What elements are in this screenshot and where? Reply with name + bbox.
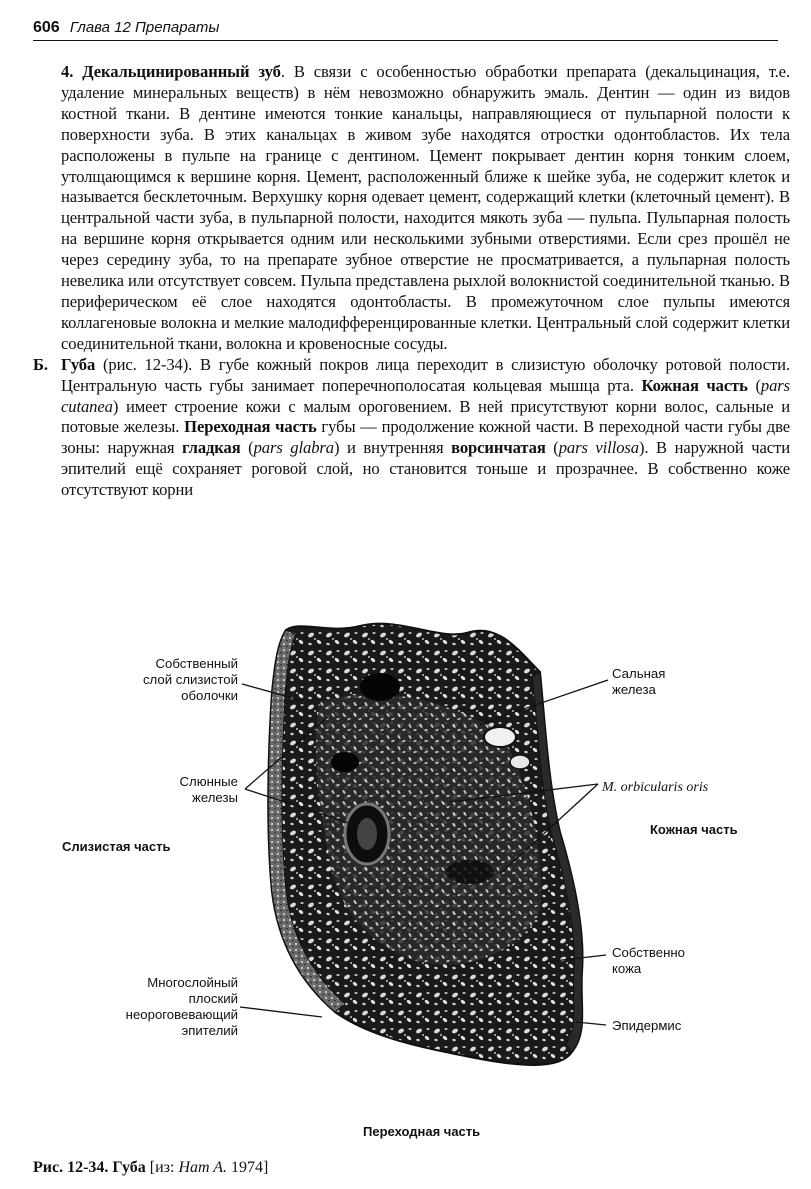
label-line: плоский xyxy=(188,991,238,1006)
caption-source-prefix: [из: xyxy=(145,1159,179,1176)
label-line: эпителий xyxy=(181,1023,238,1038)
chapter-title: Глава 12 Препараты xyxy=(69,19,220,36)
gland-lobule xyxy=(331,752,359,772)
label-dermis xyxy=(612,945,685,977)
label-line: Сальная xyxy=(612,666,666,681)
label-line: Многослойный xyxy=(147,975,238,990)
label-mucosal-part: Слизистая часть xyxy=(62,839,171,854)
label-line: Слюнные xyxy=(179,774,238,789)
caption-source-suffix: 1974] xyxy=(227,1159,269,1176)
label-skin-part: Кожная часть xyxy=(650,822,738,837)
label-line: кожа xyxy=(612,961,642,976)
latin-term: pars cutanea xyxy=(61,375,790,416)
latin-term: pars villosa xyxy=(558,438,639,458)
page-header xyxy=(33,18,778,41)
label-line: железы xyxy=(192,790,238,805)
paragraph-text: ) и внутренняя xyxy=(333,438,452,458)
paragraph-decalcified-tooth xyxy=(33,62,790,355)
term-skin-part: Кожная часть xyxy=(641,375,748,395)
salivary-gland-lumen xyxy=(357,818,377,850)
leader-epithelium xyxy=(240,1007,322,1017)
label-line: Собственно xyxy=(612,945,685,960)
paragraph-text: губы — продолжение кожной части. В переходной части губы две зоны: наружная xyxy=(61,417,790,458)
label-line: Собственный xyxy=(155,656,238,671)
figure-lip-section xyxy=(0,612,811,1152)
paragraph-text: . В связи с особенностью обработки препарата (декальцинация, т.е. удаление минеральных веществ) в нём невозможно обнаружить эмаль. Дентин — один из видов костной ткани. В дентине имеются тонкие канальцы, направляющиеся от пульпарной полости к поверхности зуба. В этих канальцах в живом зубе находятся отростки одонтобластов. Их тела расположены в пульпе на границе с дентином. Цемент покрывает дентин корня тонким слоем, утолщающимся к вершине корня. Цемент, расположенный ближе к шейке зуба, не содержит клеток и называется бесклеточным. Верхушку корня одевает цемент, содержащий клетки (клеточный цемент). В центральной части зуба, в пульпарной полости, находится мякоть зуба — пульпа. Пульпарная полость на вершине корня открывается одним или несколькими зубными отверстиями. Если срез прошёл не через середину зуба, то на препарате зубное отверстие не просматривается, а пульпарная полость невелика или отсутствует совсем. Пульпа представлена рыхлой волокнистой соединительной тканью. В периферическом её слое находятся одонтобласты. В промежуточном слое пульпы имеются коллагеновые волокна и мелкие малодифференцированные клетки. Центральный слой содержит клетки соединительной ткани, волокна и кровеносные сосуды. xyxy=(61,62,790,353)
caption-author: Ham A. xyxy=(178,1159,228,1176)
label-lamina-propria xyxy=(110,656,238,704)
section-number: 4. xyxy=(61,62,74,81)
paragraph-text: ). В наружной части эпителий ещё сохраняет роговой слой, но становится тоньше и прозрачнее. В собственно коже отсутствуют корни xyxy=(61,438,790,500)
caption-label: Рис. 12-34. Губа xyxy=(33,1159,146,1176)
sebaceous-gland-2 xyxy=(510,755,530,769)
sebaceous-gland xyxy=(484,727,516,747)
label-line: неороговевающий xyxy=(125,1007,238,1022)
page-number: 606 xyxy=(33,19,60,36)
gland-lobule xyxy=(446,860,494,884)
term-transitional-part: Переходная часть xyxy=(184,417,317,437)
body-text xyxy=(33,62,790,501)
paragraph-text: ( xyxy=(747,375,761,395)
label-line: слой слизистой xyxy=(142,672,238,687)
gland-lobule xyxy=(360,673,400,701)
label-line: оболочки xyxy=(181,688,238,703)
paragraph-text: ( xyxy=(240,438,254,458)
section-number: Б. xyxy=(33,354,48,374)
paragraph-text: ( xyxy=(545,438,559,458)
label-orbicularis: M. orbicularis oris xyxy=(602,780,709,795)
label-sebaceous-gland xyxy=(612,666,665,698)
figure-caption xyxy=(33,1158,268,1178)
term-smooth: гладкая xyxy=(182,438,241,458)
label-epidermis: Эпидермис xyxy=(612,1018,682,1033)
label-epithelium xyxy=(100,975,238,1039)
label-line: железа xyxy=(612,682,656,697)
section-title: Декальцинированный зуб xyxy=(82,62,281,81)
section-title: Губа xyxy=(61,354,96,374)
label-salivary-glands xyxy=(130,774,238,806)
figure-reference: (рис. 12-34) xyxy=(103,354,189,374)
paragraph-lip xyxy=(33,355,790,501)
term-villous: ворсинчатая xyxy=(451,438,546,458)
label-transitional-part: Переходная часть xyxy=(363,1124,481,1139)
latin-term: pars glabra xyxy=(253,438,334,458)
paragraph-text: ) имеет строение кожи с малым ороговением. В ней присутствуют корни волос, сальные и потовые железы. xyxy=(61,396,790,437)
paragraph-text: . В губе кожный покров лица переходит в слизистую оболочку ротовой полости. Центральную часть губы занимает поперечнополосатая кольцевая мышца рта. xyxy=(61,354,790,395)
